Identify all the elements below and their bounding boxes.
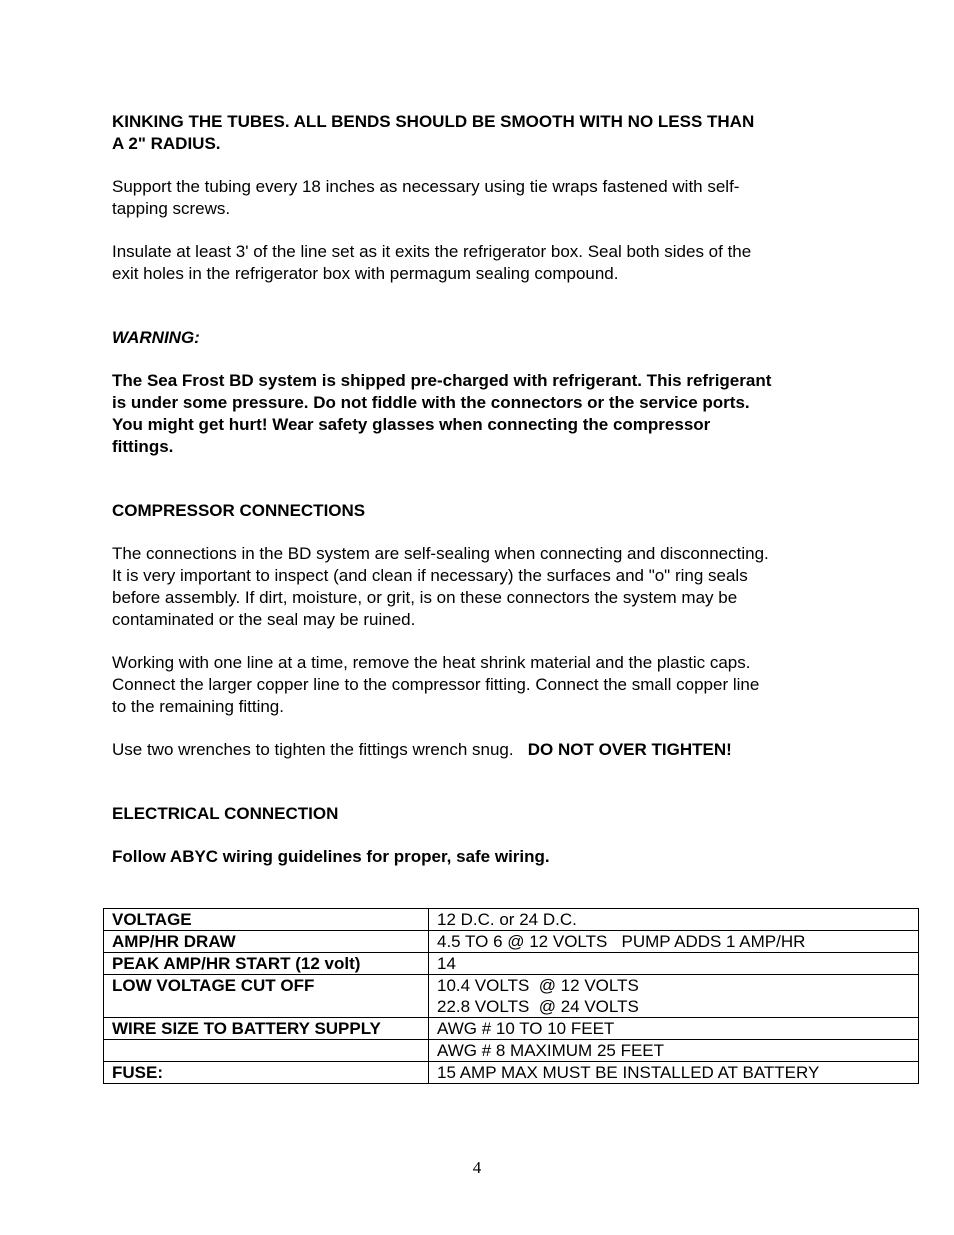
support-line-1: Support the tubing every 18 inches as necessary using tie wraps fastened with self-	[112, 177, 740, 196]
document-body	[112, 111, 852, 899]
support-line-2: tapping screws.	[112, 199, 231, 218]
support-paragraph	[112, 176, 852, 220]
compressor-connections-heading: COMPRESSOR CONNECTIONS	[112, 501, 366, 520]
warning-heading: WARNING:	[112, 328, 200, 347]
electrical-spec-table	[103, 908, 919, 1084]
spec-value: 12 D.C. or 24 D.C.	[429, 909, 919, 931]
warning-line-3: You might get hurt! Wear safety glasses when connecting the compressor	[112, 415, 711, 434]
spec-label: VOLTAGE	[104, 909, 429, 931]
warning-line-4: fittings.	[112, 437, 174, 456]
table-row	[104, 975, 919, 1018]
spec-value: 15 AMP MAX MUST BE INSTALLED AT BATTERY	[429, 1062, 919, 1084]
spec-value: AWG # 8 MAXIMUM 25 FEET	[429, 1040, 919, 1062]
insulate-line-1: Insulate at least 3' of the line set as it exits the refrigerator box. Seal both sides of the	[112, 242, 752, 261]
spec-label-empty	[104, 1040, 429, 1062]
wrenches-paragraph	[112, 739, 852, 761]
spec-label: FUSE:	[104, 1062, 429, 1084]
warning-line-2: is under some pressure. Do not fiddle with the connectors or the service ports.	[112, 393, 750, 412]
connections-line-1: The connections in the BD system are self-sealing when connecting and disconnecting.	[112, 544, 769, 563]
spec-value-line-2: 22.8 VOLTS @ 24 VOLTS	[437, 997, 639, 1016]
spec-value-line-1: 10.4 VOLTS @ 12 VOLTS	[437, 976, 639, 995]
warning-paragraph	[112, 370, 852, 458]
table-row	[104, 1018, 919, 1040]
working-paragraph	[112, 652, 852, 718]
connections-line-3: before assembly. If dirt, moisture, or grit, is on these connectors the system may be	[112, 588, 738, 607]
spec-label: PEAK AMP/HR START (12 volt)	[104, 953, 429, 975]
abyc-guideline: Follow ABYC wiring guidelines for proper, safe wiring.	[112, 847, 550, 866]
warning-line-1: The Sea Frost BD system is shipped pre-charged with refrigerant. This refrigerant	[112, 371, 772, 390]
spec-value-multiline	[429, 975, 919, 1018]
connections-line-2: It is very important to inspect (and clean if necessary) the surfaces and "o" ring seals	[112, 566, 748, 585]
kinking-warning-paragraph	[112, 111, 852, 155]
table-row	[104, 953, 919, 975]
spec-label: AMP/HR DRAW	[104, 931, 429, 953]
electrical-connection-heading: ELECTRICAL CONNECTION	[112, 804, 339, 823]
working-line-3: to the remaining fitting.	[112, 697, 284, 716]
table-row	[104, 931, 919, 953]
connections-line-4: contaminated or the seal may be ruined.	[112, 610, 416, 629]
spec-label: LOW VOLTAGE CUT OFF	[104, 975, 429, 1018]
table-row	[104, 1040, 919, 1062]
table-row	[104, 909, 919, 931]
working-line-2: Connect the larger copper line to the compressor fitting. Connect the small copper line	[112, 675, 760, 694]
wrenches-text: Use two wrenches to tighten the fittings wrench snug.	[112, 740, 528, 759]
spec-value: 14	[429, 953, 919, 975]
connections-paragraph	[112, 543, 852, 631]
spec-value: 4.5 TO 6 @ 12 VOLTS PUMP ADDS 1 AMP/HR	[429, 931, 919, 953]
spec-value: AWG # 10 TO 10 FEET	[429, 1018, 919, 1040]
table-row	[104, 1062, 919, 1084]
working-line-1: Working with one line at a time, remove the heat shrink material and the plastic caps.	[112, 653, 751, 672]
insulate-line-2: exit holes in the refrigerator box with permagum sealing compound.	[112, 264, 619, 283]
spec-label: WIRE SIZE TO BATTERY SUPPLY	[104, 1018, 429, 1040]
insulate-paragraph	[112, 241, 852, 285]
kinking-line-2: A 2" RADIUS.	[112, 134, 221, 153]
over-tighten-warning: DO NOT OVER TIGHTEN!	[527, 740, 732, 759]
kinking-line-1: KINKING THE TUBES. ALL BENDS SHOULD BE SMOOTH WITH NO LESS THAN	[112, 112, 755, 131]
page-number: 4	[472, 1158, 482, 1177]
